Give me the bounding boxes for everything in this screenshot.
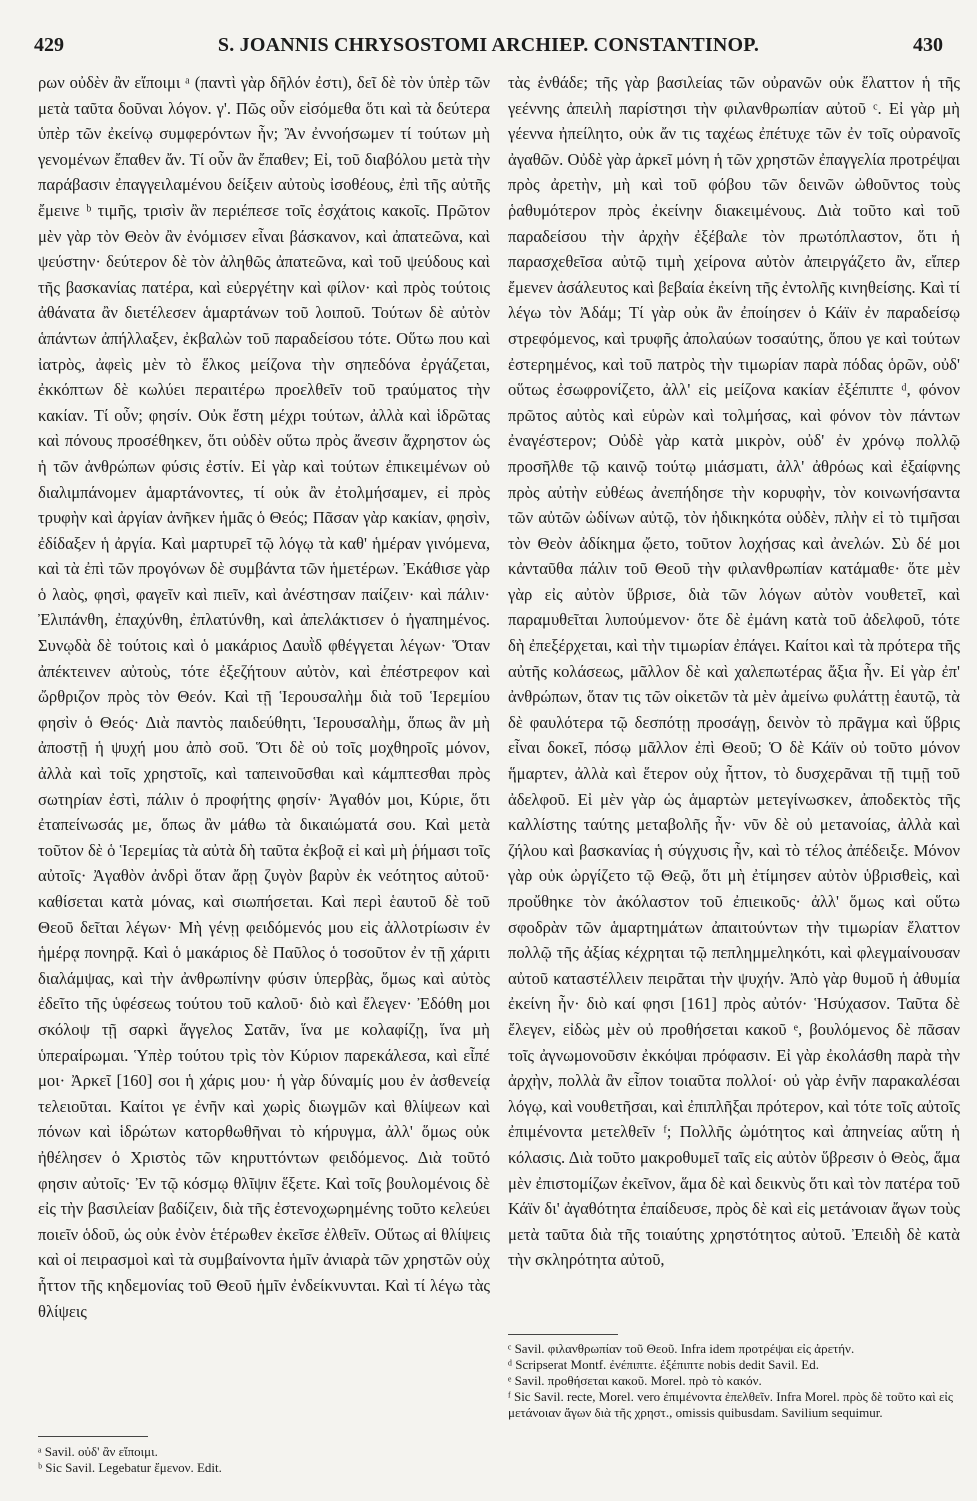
text-column-left [38, 70, 490, 1324]
footnote: ᵉ Savil. προθήσεται κακοῦ. Morel. πρὸ τὸ κακόν. [508, 1373, 762, 1388]
column-text-left: ρων οὐδὲν ἂν εἴποιμι ᵃ (παντὶ γὰρ δῆλόν ἐστι), δεῖ δὲ τὸν ὑπὲρ τῶν μετὰ ταῦτα δοῦναι λόγον. γ'. Πῶς οὖν εἰσόμεθα ὅτι καὶ τὰ δεύτερα ὑπὲρ τῶν ἐκείνῳ συμφερόντων ἦν; Ἂν ἐννοήσωμεν τί τούτων μὴ γενομένων ἔπαθεν ἄν. Τί οὖν ἂν ἔπαθεν; Εἰ, τοῦ διαβόλου μετὰ τὴν παράβασιν ἐπαγγειλαμένου δείξειν αὐτοὺς ἰσοθέους, ἐπὶ τῆς αὐτῆς ἔμεινε ᵇ τιμῆς, τρισὶν ἂν περιέπεσε τοῖς ἐσχάτοις κακοῖς. Πρῶτον μὲν γὰρ τὸν Θεὸν ἂν ἐνόμισεν εἶναι βάσκανον, καὶ ἀπατεῶνα, καὶ ψεύστην· δεύτερον δὲ τὸν ἀληθῶς ἀπατεῶνα, καὶ τοῦ ψεύδους καὶ τῆς βασκανίας πατέρα, καὶ εὐεργέτην καὶ φίλον· καὶ πρὸς τούτοις ἀθάνατα ἂν διετέλεσεν ἁμαρτάνων τοῦ λοιποῦ. Τούτων δὲ αὐτὸν ἁπάντων ἀπήλλαξεν, ἐκβαλὼν τοῦ παραδείσου τότε. Οὕτω που καὶ ἰατρὸς, ἀφεὶς μὲν τὸ ἕλκος μείζονα τὴν σηπεδόνα ἐργάζεται, ἐκκόπτων δὲ κωλύει περαιτέρω προελθεῖν τοῦ τραύματος τὴν κακίαν. Τί οὖν; φησίν. Οὐκ ἔστη μέχρι τούτων, ἀλλὰ καὶ ἱδρῶτας καὶ πόνους προσέθηκεν, ὅτι οὐδὲν οὕτω πρὸς ἄνεσιν ἄχρηστον ὡς ἡ τῶν ἀνθρώπων φύσις ἐστίν. Εἰ γὰρ καὶ τούτων ἐπικειμένων οὐ διαλιμπάνομεν ἁμαρτάνοντες, τί οὐκ ἂν ἐτολμήσαμεν, εἰ πρὸς τρυφὴν καὶ ἀργίαν ἀνῆκεν ἡμᾶς ὁ Θεός; Πᾶσαν γὰρ κακίαν, φησὶν, ἐδίδαξεν ἡ ἀργία. Καὶ μαρτυρεῖ τῷ λόγῳ τὰ καθ' ἡμέραν γινόμενα, καὶ τὰ ἐπὶ τῶν προγόνων δὲ συμβάντα τῶν ἡμετέρων. Ἐκάθισε γὰρ ὁ λαὸς, φησὶ, φαγεῖν καὶ πιεῖν, καὶ ἀνέστησαν παίζειν· καὶ πάλιν· Ἐλιπάνθη, ἐπαχύνθη, ἐπλατύνθη, καὶ ἀπελάκτισεν ὁ ἠγαπημένος. Συνῳδὰ δὲ τούτοις καὶ ὁ μακάριος Δαυῒδ φθέγγεται λέγων· Ὅταν ἀπέκτεινεν αὐτοὺς, τότε ἐξεζήτουν αὐτὸν, καὶ ἐπέστρεφον καὶ ὤρθριζον πρὸς τὸν Θεόν. Καὶ τῇ Ἱερουσαλὴμ διὰ τοῦ Ἱερεμίου φησὶν ὁ Θεός· Διὰ παντὸς παιδεύθητι, Ἱερουσαλὴμ, ὅπως ἂν μὴ ἀποστῇ ἡ ψυχή μου ἀπὸ σοῦ. Ὅτι δὲ οὐ τοῖς μοχθηροῖς μόνον, ἀλλὰ καὶ τοῖς χρηστοῖς, καὶ ταπεινοῦσθαι καὶ κάμπτεσθαι πρὸς σωτηρίαν ἐστὶ, πάλιν ὁ προφήτης φησίν· Ἀγαθόν μοι, Κύριε, ὅτι ἐταπείνωσάς με, ὅπως ἂν μάθω τὰ δικαιώματά σου. Καὶ μετὰ τοῦτον δὲ ὁ Ἱερεμίας τὰ αὐτὰ δὴ ταῦτα ἐκβοᾷ εἰ καὶ μὴ ῥήμασι τοῖς αὐτοῖς· Ἀγαθὸν ἀνδρὶ ὅταν ἄρῃ ζυγὸν βαρὺν ἐκ νεότητος αὐτοῦ· καθίσεται κατὰ μόνας, καὶ σιωπήσεται. Καὶ περὶ ἑαυτοῦ δὲ τοῦ Θεοῦ δεῖται λέγων· Μὴ γένῃ φειδόμενός μου εἰς ἀλλοτρίωσιν ἐν ἡμέρᾳ πονηρᾷ. Καὶ ὁ μακάριος δὲ Παῦλος ὁ τοσοῦτον ἐν τῇ χάριτι διαλάμψας, καὶ τὴν ἀνθρωπίνην φύσιν ὑπερβὰς, ὅμως καὶ αὐτὸς ἐδεῖτο τῆς ὑφέσεως τούτου τοῦ καλοῦ· διὸ καὶ ἔλεγεν· Ἐδόθη μοι σκόλοψ τῇ σαρκὶ ἄγγελος Σατᾶν, ἵνα με κολαφίζῃ, ἵνα μὴ ὑπεραίρωμαι. Ὑπὲρ τούτου τρὶς τὸν Κύριον παρεκάλεσα, καὶ εἶπέ μοι· Ἀρκεῖ [160] σοι ἡ χάρις μου· ἡ γὰρ δύναμίς μου ἐν ἀσθενείᾳ τελειοῦται. Καίτοι γε ἐνῆν καὶ χωρὶς διωγμῶν καὶ θλίψεων καὶ πόνων καὶ ἱδρώτων κατορθωθῆναι τὸ κήρυγμα, ἀλλ' ὅμως οὐκ ἠθέλησεν ὁ Χριστὸς τῶν κηρυττόντων φειδόμενος. Διὰ τοῦτό φησιν αὐτοῖς· Ἐν τῷ κόσμῳ θλῖψιν ἕξετε. Καὶ τοῖς βουλομένοις δὲ εἰς τὴν βασιλείαν βαδίζειν, διὰ τῆς ἐστενοχωρημένης τοῦτο κελεύει ποιεῖν ὁδοῦ, ὡς οὐκ ἐνὸν ἑτέρωθεν ἐκεῖσε ἐλθεῖν. Οὕτως αἱ θλίψεις καὶ οἱ πειρασμοὶ καὶ τὰ συμβαίνοντα ἡμῖν ἀνιαρὰ τῶν χρηστῶν οὐχ ἧττον τῆς κηδεμονίας τοῦ Θεοῦ ἡμῖν ἐνδείκνυνται. Καὶ τί λέγω τὰς θλίψεις [38, 73, 490, 1321]
text-column-right [508, 70, 960, 1273]
footnote: ᶠ Sic Savil. recte, Morel. vero ἐπιμένοντα ἐπελθεῖν. Infra Morel. πρὸς δὲ τοῦτο καὶ εἰς μετάνοιαν ἄγων διὰ τῆς χρηστ., omissis quibusdam. Savilium sequimur. [508, 1389, 954, 1420]
footnote-rule-left [38, 1436, 148, 1437]
footnotes-right [508, 1341, 958, 1421]
page-number-left: 429 [34, 33, 64, 56]
footnote: ᶜ Savil. φιλανθρωπίαν τοῦ Θεοῦ. Infra idem προτρέψαι εἰς ἀρετήν. [508, 1341, 855, 1356]
running-title: S. JOANNIS CHRYSOSTOMI ARCHIEP. CONSTANTINOP. [217, 33, 760, 56]
running-header [34, 30, 943, 60]
page-number-right: 430 [912, 33, 943, 56]
footnotes-left [38, 1444, 478, 1476]
footnote: ᵇ Sic Savil. Legebatur ἔμενον. Edit. [38, 1460, 222, 1475]
footnote: ᵃ Savil. οὐδ' ἂν εἴποιμι. [38, 1444, 158, 1459]
column-text-right: τὰς ἐνθάδε; τῆς γὰρ βασιλείας τῶν οὐρανῶν οὐκ ἔλαττον ἡ τῆς γεέννης ἀπειλὴ παρίστησι τὴν φιλανθρωπίαν αὐτοῦ ᶜ. Εἰ γὰρ μὴ γέεννα ἠπείλητο, οὐκ ἄν τις ταχέως ἐπέτυχε τῶν ἐν τοῖς οὐρανοῖς ἀγαθῶν. Οὐδὲ γὰρ ἀρκεῖ μόνη ἡ τῶν χρηστῶν ἐπαγγελία προτρέψαι πρὸς ἀρετὴν, μὴ καὶ τοῦ φόβου τῶν δεινῶν ὠθοῦντος τοὺς ῥαθυμότερον πρὸς ἐκείνην διακειμένους. Διὰ τοῦτο καὶ τοῦ παραδείσου τὴν ἀρχὴν ἐξέβαλε τὸν πρωτόπλαστον, ὅτι ἡ παρασχεθεῖσα αὐτῷ τιμὴ χείρονα αὐτὸν ἀπειργάζετο ἂν, εἴπερ ἔμενεν ἀσάλευτος καὶ βεβαία ἐκείνη τῆς ἐντολῆς κινηθείσης. Καὶ τί λέγω τὸν Ἀδάμ; Τί γὰρ οὐκ ἂν ἐποίησεν ὁ Κάϊν ἐν παραδείσῳ στρεφόμενος, καὶ τρυφῆς ἀπολαύων τοσαύτης, ὅπου γε καὶ τούτων ἐστερημένος, καὶ τοῦ πατρὸς τὴν τιμωρίαν παρὰ πόδας ὁρῶν, οὐδ' οὕτως ἐσωφρονίζετο, ἀλλ' εἰς μείζονα κακίαν ἐξέπιπτε ᵈ, φόνον πρῶτος αὐτὸς καὶ εὑρὼν καὶ τολμήσας, καὶ φόνον τὸν πάντων ἐναγέστερον; Οὐδὲ γὰρ κατὰ μικρὸν, οὐδ' ἐν χρόνῳ πολλῷ προσῆλθε τῷ καινῷ τούτῳ μιάσματι, ἀλλ' ἀθρόως καὶ ἐξαίφνης πρὸς αὐτὴν εὐθέως ἀνεπήδησε τὴν κορυφὴν, τὸν κοινωνήσαντα τῶν αὐτῶν ὠδίνων αὐτῷ, τὸν ἠδικηκότα οὐδὲν, πλὴν εἰ τὸ τιμῆσαι τὸν Θεὸν ἀδίκημα ᾤετο, τοῦτον λοχήσας καὶ ἀνελών. Σὺ δέ μοι κἀνταῦθα πάλιν τοῦ Θεοῦ τὴν φιλανθρωπίαν κατάμαθε· ὅτε μὲν γὰρ εἰς αὐτὸν ὕβρισε, διὰ τῶν λόγων αὐτὸν νουθετεῖ, καὶ παραμυθεῖται λυπούμενον· ὅτε δὲ ἐμάνη κατὰ τοῦ ἀδελφοῦ, τότε δὴ ἐπεξέρχεται, καὶ τὴν τιμωρίαν ἐπάγει. Καίτοι καὶ τὰ πρότερα τῆς αὐτῆς κολάσεως, μᾶλλον δὲ καὶ χαλεπωτέρας ἄξια ἦν. Εἰ γὰρ ἐπ' ἀνθρώπων, ὅταν τις τῶν οἰκετῶν τὰ μὲν ἀμείνω φυλάττῃ ἑαυτῷ, τὰ δὲ φαυλότερα τῷ δεσπότῃ προσάγῃ, δεινὸν τὸ πρᾶγμα καὶ ὕβρις εἶναι δοκεῖ, πόσῳ μᾶλλον ἐπὶ Θεοῦ; Ὁ δὲ Κάϊν οὐ τοῦτο μόνον ἥμαρτεν, ἀλλὰ καὶ ἕτερον οὐχ ἧττον, τὸ δυσχερᾶναι τῇ τιμῇ τοῦ ἀδελφοῦ. Εἰ μὲν γὰρ ὡς ἁμαρτὼν μετεγίνωσκεν, ἀποδεκτὸς τῆς καλλίστης ταύτης μεταβολῆς ἦν· νῦν δὲ οὐ μετανοίας, ἀλλὰ καὶ ζήλου καὶ βασκανίας ἡ σύγχυσις ἦν, καὶ τὸ τέλος ἀπέδειξε. Μόνον γὰρ οὐκ ὠργίζετο τῷ Θεῷ, ὅτι μὴ ἐτίμησεν αὐτὸν ὑβρισθεὶς, καὶ προὔθηκε τὸν ἀκόλαστον τοῦ ἐπιεικοῦς· ἀλλ' ὅμως καὶ οὕτω σφοδρὰν τῶν ἁμαρτημάτων ἀπαιτούντων τὴν τιμωρίαν ἔλαττον πολλῷ τῆς ἀξίας κέχρηται τῷ πεπλημμεληκότι, καὶ φλεγμαίνουσαν αὐτοῦ καταστέλλειν πειρᾶται τὴν ψυχήν. Ἀπὸ γὰρ θυμοῦ ἡ ἀθυμία ἐκείνη ἦν· διὸ καί φησι [161] πρὸς αὐτόν· Ἡσύχασον. Ταῦτα δὲ ἔλεγεν, εἰδὼς μὲν οὐ προθήσεται κακοῦ ᵉ, βουλόμενος δὲ πᾶσαν τοῖς ἀγνωμονοῦσιν ἐκκόψαι πρόφασιν. Εἰ γὰρ ἐκολάσθη παρὰ τὴν ἀρχὴν, πολλὰ ἂν εἶπον τοιαῦτα πολλοί· οὐ γὰρ ἐνῆν παρακαλέσαι λόγῳ, καὶ νουθετῆσαι, καὶ ἐπιπλῆξαι πρότερον, καὶ τότε τοῖς αὐτοῖς ἐπιμένοντα μετελθεῖν ᶠ; Πολλῆς ὠμότητος καὶ ἀπηνείας αὕτη ἡ κόλασις. Διὰ τοῦτο μακροθυμεῖ ταῖς εἰς αὐτὸν ὕβρεσιν ὁ Θεὸς, ἅμα μὲν ἐπιστομίζων ἐκεῖνον, ἅμα δὲ καὶ δεικνὺς ὅτι καὶ τὸν πατέρα τοῦ Κάϊν δι' ἀγαθότητα ἐπαίδευσε, πρὸς δὲ καὶ εἰς μετάνοιαν ἄγων τοὺς μετὰ ταῦτα διὰ τῆς τοιαύτης χρηστότητος αὐτοῦ. Ἐπειδὴ δὲ κατὰ τὴν σκληρότητα αὐτοῦ, [508, 73, 960, 1270]
footnote: ᵈ Scripserat Montf. ἐνέπιπτε. ἐξέπιπτε nobis dedit Savil. Ed. [508, 1357, 819, 1372]
footnote-rule-right [508, 1334, 618, 1335]
